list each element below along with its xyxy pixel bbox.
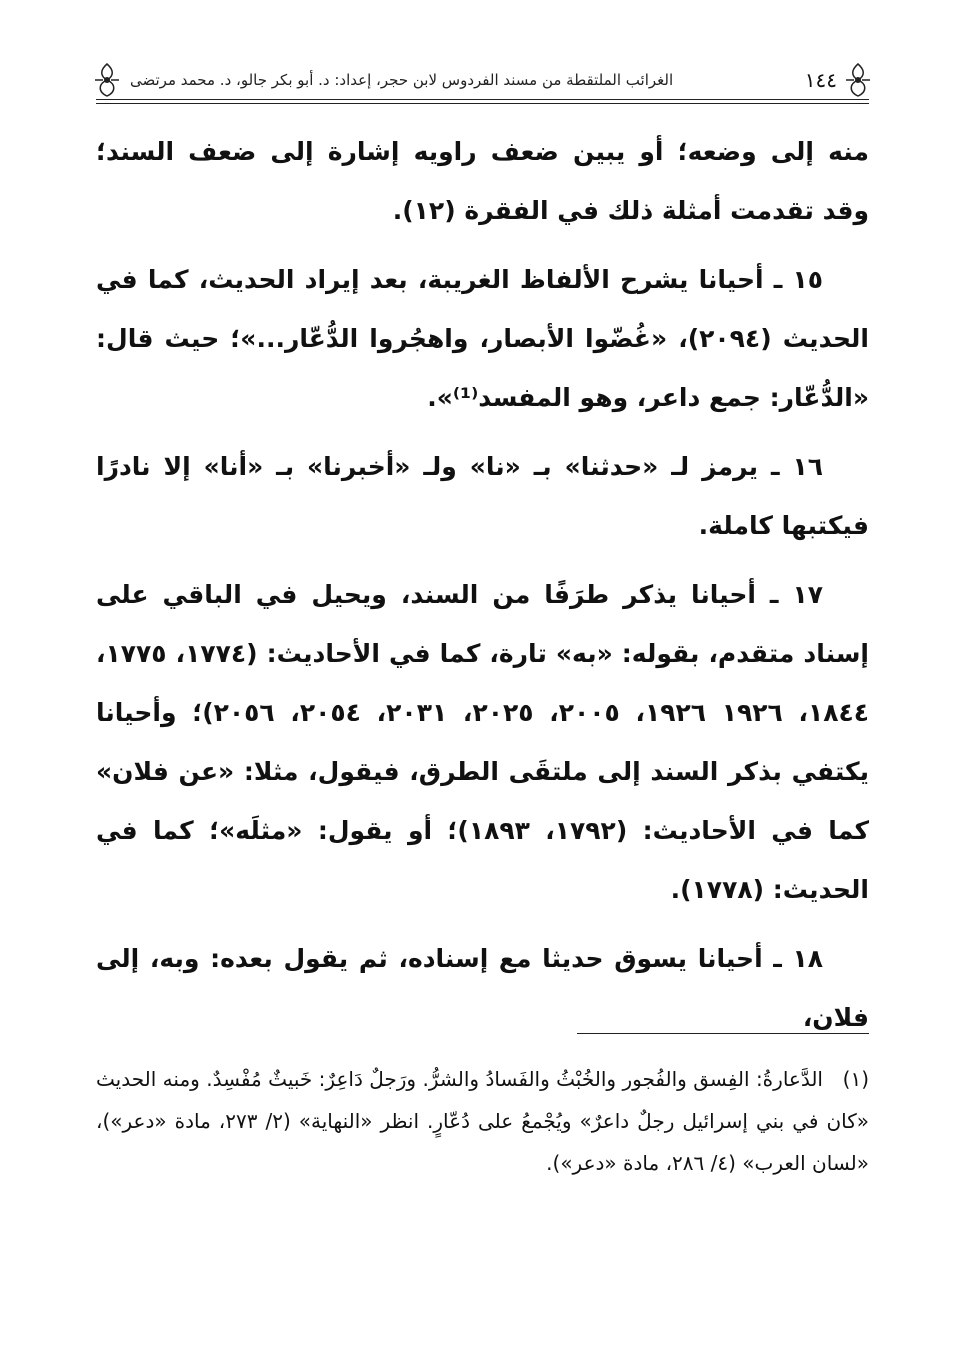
paragraph: منه إلى وضعه؛ أو يبين ضعف راويه إشارة إلى ضعف السند؛ وقد تقدمت أمثلة ذلك في الفقرة (١٢). [96, 137, 869, 225]
footnote [96, 1058, 869, 1184]
ornament-icon [843, 62, 873, 98]
paragraph: ١٧ ـ أحيانا يذكر طرَفًا من السند، ويحيل في الباقي على إسناد متقدم، بقوله: «به» تارة، كما في الأحاديث: (١٧٧٤، ١٧٧٥، ١٨٤٤، ١٩٢٦ ١٩٢٦، ٢٠٠٥، ٢٠٢٥، ٢٠٣١، ٢٠٥٤، ٢٠٥٦)؛ وأحيانا يكتفي بذكر السند إلى ملتقَى الطرق، فيقول، مثلا: «عن فلان» كما في الأحاديث: (١٧٩٢، ١٨٩٣)؛ أو يقول: «مثلَه»؛ كما في الحديث: (١٧٧٨). [96, 580, 870, 904]
footnote-text: الدَّعارةُ: الفِسق والفُجور والخُبْثُ والفَسادُ والشرُّ. ورَجلٌ دَاعِرٌ: خَبيثٌ مُفْسِدٌ. ومنه الحديث «كان في بني إسرائيل رجلٌ داعرٌ» ويُجْمعُ على دُعّارٍ. انظر «النهاية» (٢/ ٢٧٣، مادة «دعر»)، «لسان العرب» (٤/ ٢٨٦، مادة «دعر»). [96, 1067, 869, 1175]
footnote-number: (١) [842, 1067, 869, 1091]
footnote-separator [577, 1033, 869, 1034]
paragraph: ١٥ ـ أحيانا يشرح الألفاظ الغريبة، بعد إيراد الحديث، كما في الحديث (٢٠٩٤)، «غُضّوا الأبصار، واهجُروا الدُّعّار...»؛ حيث قال: «الدُّعّار: جمع داعر، وهو المفسد⁽¹⁾». [96, 265, 869, 412]
ornament-icon [92, 62, 122, 98]
paragraph: ١٦ ـ يرمز لـ «حدثنا» بـ «نا» ولـ «أخبرنا» بـ «أنا» إلا نادرًا فيكتبها كاملة. [96, 452, 869, 540]
paragraph: ١٨ ـ أحيانا يسوق حديثا مع إسناده، ثم يقول بعده: وبه، إلى فلان، [96, 944, 869, 1032]
page-number: ١٤٤ [804, 68, 837, 92]
body-text [96, 122, 869, 1057]
running-title: الغرائب الملتقطة من مسند الفردوس لابن حجر، إعداد: د. أبو بكر جالو، د. محمد مرتضى [130, 71, 674, 89]
header-rule [96, 99, 869, 100]
page-header [92, 58, 873, 102]
header-rule [96, 103, 869, 104]
